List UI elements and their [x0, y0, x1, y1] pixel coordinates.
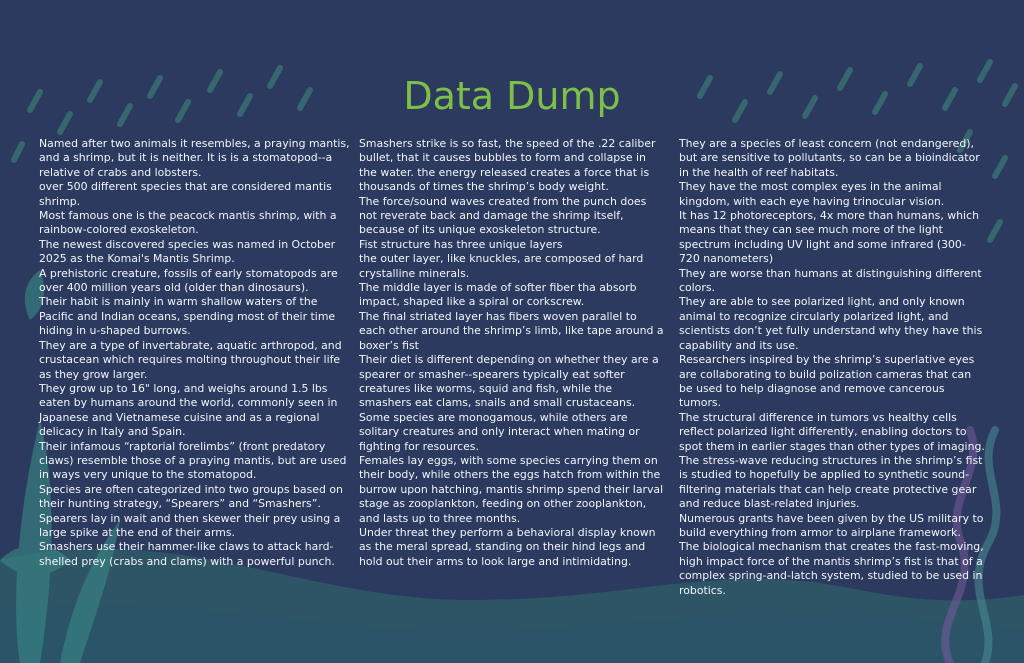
- fact-paragraph: The force/sound waves created from the punch does not reverate back and damage the shrimp itself, because of its unique exoskeleton structure.: [359, 194, 647, 237]
- fact-paragraph: over 500 different species that are considered mantis shrimp.: [39, 180, 332, 208]
- fact-paragraph: They are a type of invertabrate, aquatic arthropod, and crustacean which requires molting throughout their life as they grow larger.: [39, 338, 342, 381]
- fact-paragraph: They are worse than humans at distinguishing different colors.: [679, 266, 982, 295]
- fact-paragraph: The final striated layer has fibers woven parallel to each other around the shrimp’s limb, like tape around a boxer’s fist: [359, 309, 664, 352]
- fact-paragraph: Named after two animals it resembles, a praying mantis, and a shrimp, but it is neither. It is is a stomatopod--a relative of crabs and lobsters.: [39, 137, 350, 179]
- text-column-1: [39, 137, 351, 569]
- fact-paragraph: Researchers inspired by the shrimp’s superlative eyes are collaborating to build polization cameras that can be used to help diagnose and remove cancerous tumors.: [679, 353, 975, 410]
- fact-paragraph: Numerous grants have been given by the US military to build everything from armor to airplane framework.: [679, 511, 984, 539]
- fact-paragraph: The middle layer is made of softer fiber tha absorb impact, shaped like a spiral or corkscrew.: [359, 281, 637, 309]
- fact-paragraph: Most famous one is the peacock mantis shrimp, with a rainbow-colored exoskeleton.: [39, 209, 337, 237]
- fact-paragraph: The stress-wave reducing structures in the shrimp’s fist is studied to hopefully be applied to synthetic sound-filtering materials that can help create protective gear and reduce blast-related injuries.: [679, 453, 983, 511]
- text-column-3: [679, 137, 985, 598]
- fact-paragraph: Their infamous “raptorial forelimbs” (front predatory claws) resemble those of a praying mantis, but are used in ways very unique to the stomatopod.: [39, 439, 347, 482]
- fact-paragraph: A prehistoric creature, fossils of early stomatopods are over 400 million years old (older than dinosaurs).: [39, 266, 338, 295]
- fact-paragraph: Smashers strike is so fast, the speed of the .22 caliber bullet, that it causes bubbles to form and collapse in the water. the energy released creates a force that is thousands of times the shrimp’s body weight.: [359, 137, 656, 194]
- fact-paragraph: They are a species of least concern (not endangered), but are sensitive to pollutants, so can be a bioindicator in the health of reef habitats.: [679, 137, 980, 179]
- fact-paragraph: Spearers lay in wait and then skewer their prey using a large spike at the end of their arms.: [39, 511, 341, 539]
- fact-paragraph: They grow up to 16" long, and weighs around 1.5 lbs: [39, 381, 328, 395]
- fact-paragraph: Their diet is different depending on whether they are a spearer or smasher--spearers typically eat softer creatures like worms, squid and fish, while the smashers eat clams, snails and small crustaceans.: [359, 353, 659, 410]
- fact-paragraph: Species are often categorized into two groups based on their hunting strategy, “Spearers” and “Smashers”.: [39, 482, 343, 511]
- fact-paragraph: the outer layer, like knuckles, are composed of hard crystalline minerals.: [359, 252, 644, 280]
- fact-paragraph: The newest discovered species was named in October 2025 as the Komai's Mantis Shrimp.: [39, 237, 336, 266]
- fact-paragraph: eaten by humans around the world, commonly seen in Japanese and Vietnamese cuisine and as a regional delicacy in Italy and Spain.: [39, 396, 338, 439]
- fact-paragraph: The structural difference in tumors vs healthy cells reflect polarized light differently, enabling doctors to spot them in earlier stages than other types of imaging.: [679, 410, 985, 453]
- fact-paragraph: Some species are monogamous, while others are solitary creatures and only interact when mating or fighting for resources.: [359, 410, 640, 453]
- fact-paragraph: Smashers use their hammer-like claws to attack hard-shelled prey (crabs and clams) with a powerful punch.: [39, 540, 335, 568]
- fact-paragraph: Females lay eggs, with some species carrying them on their body, while others the eggs hatch from within the burrow upon hatching, mantis shrimp spend their larval stage as zooplankton, feeding on other zooplankton, and lasts up to three months.: [359, 453, 664, 525]
- page-title: Data Dump: [403, 74, 621, 118]
- fact-paragraph: Their habit is mainly in warm shallow waters of the Pacific and Indian oceans, spending most of their time hiding in u-shaped burrows.: [39, 295, 336, 338]
- fact-paragraph: Fist structure has three unique layers: [359, 237, 563, 251]
- fact-paragraph: It has 12 photoreceptors, 4x more than humans, which means that they can see much more of the light spectrum including UV light and some infrared (300-720 nanometers): [679, 209, 979, 266]
- fact-paragraph: Under threat they perform a behavioral display known as the meral spread, standing on their hind legs and hold out their arms to look large and intimidating.: [359, 525, 656, 568]
- fact-paragraph: They are able to see polarized light, and only known animal to recognize circularly polarized light, and scientists don’t yet fully understand why they have this capability and its use.: [679, 295, 983, 352]
- fact-paragraph: The biological mechanism that creates the fast-moving, high impact force of the mantis shrimp’s fist is that of a complex spring-and-latch system, studied to be used in robotics.: [679, 540, 984, 597]
- fact-paragraph: They have the most complex eyes in the animal kingdom, with each eye having trinocular vision.: [679, 180, 945, 208]
- text-column-2: [359, 137, 665, 569]
